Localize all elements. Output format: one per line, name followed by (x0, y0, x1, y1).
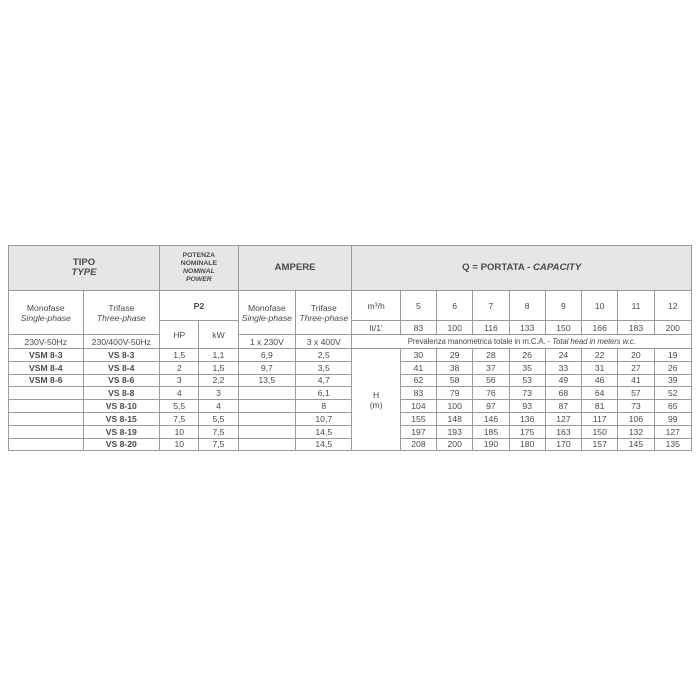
nominale-label: NOMINALE (180, 260, 217, 267)
head-value: 41 (618, 374, 654, 387)
pump-spec-table (8, 245, 692, 451)
voltage-mono: 230V-50Hz (9, 335, 84, 349)
head-value: 73 (618, 400, 654, 413)
head-label-cell (352, 349, 400, 451)
ampere-monofase (238, 425, 295, 438)
flow-lt-7: 200 (654, 321, 691, 335)
ampere-monofase (238, 400, 295, 413)
total-head-note (352, 335, 692, 349)
power-hp: 3 (160, 374, 199, 387)
power-hp: 10 (160, 438, 199, 451)
head-value: 20 (618, 349, 654, 362)
ampere-single-phase-label: Single-phase (241, 312, 292, 323)
head-value: 145 (618, 438, 654, 451)
head-value: 58 (437, 374, 473, 387)
flow-m3h-0: 5 (400, 291, 436, 321)
head-value: 170 (545, 438, 581, 451)
head-value: 190 (473, 438, 509, 451)
table-row (9, 374, 692, 387)
flow-lt-2: 116 (473, 321, 509, 335)
head-value: 200 (437, 438, 473, 451)
power-hp: 1,5 (160, 349, 199, 362)
head-value: 76 (473, 387, 509, 400)
head-value: 81 (582, 400, 618, 413)
three-phase-label: Three-phase (96, 312, 146, 323)
model-monofase (9, 412, 84, 425)
ampere-trifase: 14,5 (296, 425, 352, 438)
flow-lt-0: 83 (400, 321, 436, 335)
note-it: Prevalenza manometrica totale in m.C.A. - (407, 336, 553, 346)
head-value: 148 (437, 412, 473, 425)
head-value: 73 (509, 387, 545, 400)
power-kw: 1,5 (199, 361, 238, 374)
head-value: 135 (654, 438, 691, 451)
head-value: 64 (582, 387, 618, 400)
head-value: 33 (545, 361, 581, 374)
single-phase-label: Single-phase (20, 312, 71, 323)
head-value: 117 (582, 412, 618, 425)
head-value: 31 (582, 361, 618, 374)
ampere-mono-header (238, 291, 295, 335)
ampere-trifase: 4,7 (296, 374, 352, 387)
head-value: 26 (654, 361, 691, 374)
tipo-label: TIPO (72, 257, 96, 268)
head-unit: (m) (369, 399, 383, 410)
head-value: 26 (509, 349, 545, 362)
flow-m3h-3: 8 (509, 291, 545, 321)
head-value: 46 (582, 374, 618, 387)
power-header (160, 246, 239, 291)
flow-m3h-4: 9 (545, 291, 581, 321)
head-value: 180 (509, 438, 545, 451)
flow-m3h-7: 12 (654, 291, 691, 321)
model-monofase: VSM 8-4 (9, 361, 84, 374)
hp-header: HP (160, 321, 199, 349)
power-kw: 7,5 (199, 425, 238, 438)
head-value: 49 (545, 374, 581, 387)
head-value: 68 (545, 387, 581, 400)
table-row (9, 387, 692, 400)
model-monofase: VSM 8-6 (9, 374, 84, 387)
power-kw: 2,2 (199, 374, 238, 387)
head-value: 52 (654, 387, 691, 400)
capacity-label: CAPACITY (532, 262, 582, 273)
ampere-trifase: 10,7 (296, 412, 352, 425)
table-row (9, 425, 692, 438)
flow-m3h-6: 11 (618, 291, 654, 321)
power-hp: 7,5 (160, 412, 199, 425)
model-trifase: VS 8-10 (83, 400, 160, 413)
head-value: 27 (618, 361, 654, 374)
flow-lt-5: 166 (582, 321, 618, 335)
model-trifase: VS 8-15 (83, 412, 160, 425)
trifase-header (83, 291, 160, 335)
ampere-monofase: 13,5 (238, 374, 295, 387)
tipo-header (9, 246, 160, 291)
power-hp: 4 (160, 387, 199, 400)
capacity-header (352, 246, 692, 291)
head-value: 57 (618, 387, 654, 400)
type-label: TYPE (71, 267, 97, 278)
head-value: 37 (473, 361, 509, 374)
power-kw: 7,5 (199, 438, 238, 451)
head-value: 185 (473, 425, 509, 438)
head-value: 93 (509, 400, 545, 413)
flow-lt-6: 183 (618, 321, 654, 335)
head-value: 97 (473, 400, 509, 413)
head-value: 35 (509, 361, 545, 374)
head-value: 38 (437, 361, 473, 374)
head-value: 157 (582, 438, 618, 451)
head-value: 83 (400, 387, 436, 400)
ampere-monofase: 6,9 (238, 349, 295, 362)
head-value: 79 (437, 387, 473, 400)
head-value: 136 (509, 412, 545, 425)
head-value: 24 (545, 349, 581, 362)
table-row (9, 361, 692, 374)
power-hp: 2 (160, 361, 199, 374)
trifase-label: Trifase (108, 302, 135, 313)
head-value: 208 (400, 438, 436, 451)
power-hp: 5,5 (160, 400, 199, 413)
power-kw: 3 (199, 387, 238, 400)
model-trifase: VS 8-20 (83, 438, 160, 451)
head-value: 146 (473, 412, 509, 425)
ampere-trifase-label: Trifase (310, 302, 337, 313)
power-kw: 5,5 (199, 412, 238, 425)
head-value: 99 (654, 412, 691, 425)
ampere-trifase: 14,5 (296, 438, 352, 451)
flow-lt-4: 150 (545, 321, 581, 335)
table-row (9, 400, 692, 413)
head-value: 62 (400, 374, 436, 387)
head-value: 30 (400, 349, 436, 362)
amp-voltage-mono: 1 x 230V (238, 335, 295, 349)
ampere-monofase-label: Monofase (247, 302, 286, 313)
model-trifase: VS 8-4 (83, 361, 160, 374)
table-row (9, 412, 692, 425)
head-value: 28 (473, 349, 509, 362)
power-kw: 1,1 (199, 349, 238, 362)
power-hp: 10 (160, 425, 199, 438)
ampere-monofase (238, 387, 295, 400)
potenza-label: POTENZA (182, 252, 216, 259)
head-value: 132 (618, 425, 654, 438)
model-trifase: VS 8-6 (83, 374, 160, 387)
monofase-header (9, 291, 84, 335)
head-value: 127 (545, 412, 581, 425)
note-en: Total head in meters w.c. (552, 336, 636, 346)
head-value: 104 (400, 400, 436, 413)
unit-lt: lt/1' (352, 321, 400, 335)
head-value: 29 (437, 349, 473, 362)
head-value: 106 (618, 412, 654, 425)
portata-label: Q = PORTATA - (462, 262, 533, 273)
flow-lt-3: 133 (509, 321, 545, 335)
head-label: H (373, 389, 380, 400)
flow-m3h-1: 6 (437, 291, 473, 321)
model-monofase (9, 400, 84, 413)
unit-m3h: m³/h (352, 291, 400, 321)
flow-m3h-5: 10 (582, 291, 618, 321)
head-value: 127 (654, 425, 691, 438)
ampere-tri-header (296, 291, 352, 335)
model-trifase: VS 8-3 (83, 349, 160, 362)
head-value: 87 (545, 400, 581, 413)
nominal-label: NOMINAL (183, 268, 215, 275)
power-kw: 4 (199, 400, 238, 413)
monofase-label: Monofase (26, 302, 65, 313)
table-row (9, 438, 692, 451)
head-value: 155 (400, 412, 436, 425)
model-monofase (9, 387, 84, 400)
model-monofase (9, 425, 84, 438)
head-value: 197 (400, 425, 436, 438)
head-value: 175 (509, 425, 545, 438)
flow-m3h-2: 7 (473, 291, 509, 321)
ampere-header: AMPERE (238, 246, 352, 291)
p2-header: P2 (160, 291, 239, 321)
ampere-trifase: 3,5 (296, 361, 352, 374)
ampere-three-phase-label: Three-phase (299, 312, 349, 323)
table-row (9, 349, 692, 362)
flow-lt-1: 100 (437, 321, 473, 335)
power-label: POWER (186, 276, 212, 283)
kw-header: kW (199, 321, 238, 349)
head-value: 56 (473, 374, 509, 387)
ampere-monofase: 9,7 (238, 361, 295, 374)
head-value: 163 (545, 425, 581, 438)
ampere-monofase (238, 412, 295, 425)
ampere-trifase: 2,5 (296, 349, 352, 362)
head-value: 150 (582, 425, 618, 438)
head-value: 193 (437, 425, 473, 438)
head-value: 41 (400, 361, 436, 374)
head-value: 39 (654, 374, 691, 387)
model-trifase: VS 8-8 (83, 387, 160, 400)
model-monofase: VSM 8-3 (9, 349, 84, 362)
head-value: 19 (654, 349, 691, 362)
model-trifase: VS 8-19 (83, 425, 160, 438)
ampere-monofase (238, 438, 295, 451)
head-value: 100 (437, 400, 473, 413)
amp-voltage-tri: 3 x 400V (296, 335, 352, 349)
head-value: 22 (582, 349, 618, 362)
head-value: 53 (509, 374, 545, 387)
model-monofase (9, 438, 84, 451)
ampere-trifase: 6,1 (296, 387, 352, 400)
voltage-tri: 230/400V-50Hz (83, 335, 160, 349)
head-value: 65 (654, 400, 691, 413)
ampere-trifase: 8 (296, 400, 352, 413)
